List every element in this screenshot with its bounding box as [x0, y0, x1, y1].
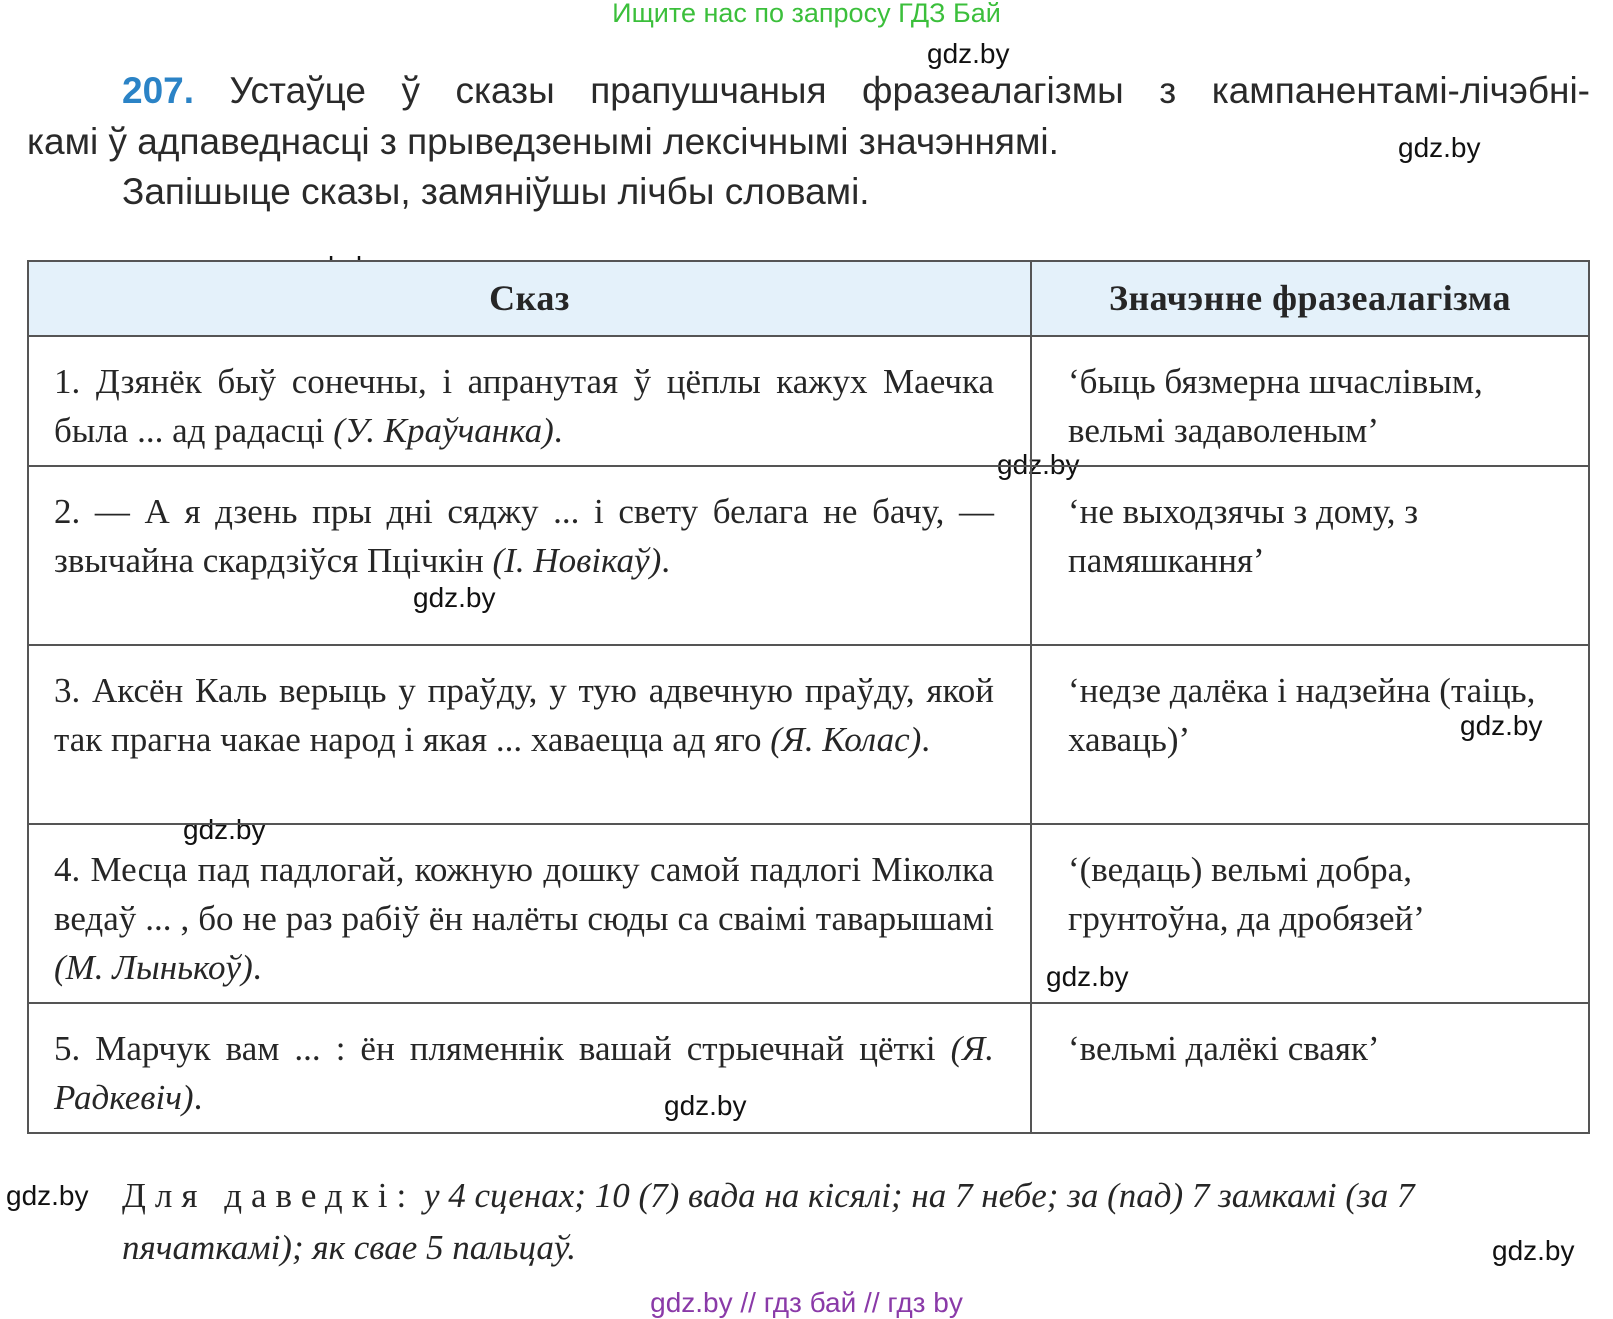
sentence-cell	[28, 336, 1031, 466]
task-text-3: Запішыце сказы, замяніўшы лічбы словамі.	[122, 171, 870, 212]
task-line-1	[122, 66, 1590, 116]
sentence-end: .	[661, 541, 670, 580]
table-row	[28, 645, 1589, 824]
table-row	[28, 336, 1589, 466]
sentence-end: .	[553, 411, 563, 450]
column-header-sentence: Сказ	[28, 261, 1031, 336]
task-number: 207.	[122, 70, 195, 111]
watermark: gdz.by	[1492, 1235, 1575, 1266]
meaning-cell: ‘не выходзячы з дому, з памяшкання’	[1031, 466, 1589, 645]
footer-links[interactable]: gdz.by // гдз бай // гдз by	[650, 1287, 963, 1318]
meaning-cell: ‘(ведаць) вельмі добра, грунтоўна, да дробязей’	[1031, 824, 1589, 1003]
watermark: gdz.by	[927, 38, 1010, 69]
sentence-cell	[28, 824, 1031, 1003]
sentence-text: 4. Месца пад падлогай, кожную дошку самой падлогі Міколка ведаў ... , бо не раз рабіў ён налёты сюды са сваімі таварышамі	[54, 850, 994, 938]
column-header-meaning: Значэнне фразеалагізма	[1031, 261, 1589, 336]
author: (Я. Колас)	[770, 720, 922, 759]
watermark: gdz.by	[413, 582, 496, 613]
watermark: gdz.by	[1046, 961, 1129, 992]
sentence-end: .	[193, 1078, 203, 1117]
table-row	[28, 466, 1589, 645]
sentence-text: 5. Марчук вам ... : ён пляменнік вашай стрыечнай цёткі	[54, 1029, 936, 1068]
table-header-row	[28, 261, 1589, 336]
watermark: gdz.by	[183, 814, 266, 845]
task-text-1: Устаўце ў сказы прапушчаныя фразеалагізмы з кампанентамі-лічэбні-	[229, 70, 1590, 111]
watermark: gdz.by	[6, 1180, 89, 1211]
author: (У. Краўчанка)	[333, 411, 554, 450]
author: (М. Лынькоў)	[54, 948, 253, 987]
watermark: gdz.by	[997, 449, 1080, 480]
author: (І. Новікаў)	[492, 541, 662, 580]
sentence-cell	[28, 466, 1031, 645]
sentence-text: 2. — А я дзень пры дні сяджу ... і свету белага не бачу, — звычайна скардзіўся Пцічкін	[54, 492, 994, 580]
sentence-end: .	[921, 720, 931, 759]
task-text-2: камі ў адпаведнасці з прыведзенымі лексічнымі значэннямі.	[27, 121, 1059, 162]
sentence-text: 3. Аксён Каль верыць у праўду, у тую адвечную праўду, якой так прагна чакае народ і якая ... хаваецца ад яго	[54, 671, 994, 759]
sentence-cell	[28, 1003, 1031, 1133]
reference-body: у 4 сценах; 10 (7) вада на кісялі; на 7 небе; за (пад) 7 замкамі (за 7 пячаткамі); як свае 5 пальцаў.	[122, 1176, 1415, 1267]
watermark: gdz.by	[1460, 710, 1543, 741]
meaning-cell: ‘недзе далёка і надзейна (таіць, хаваць)’	[1031, 645, 1589, 824]
table-row	[28, 824, 1589, 1003]
top-banner[interactable]: Ищите нас по запросу ГДЗ Бай	[612, 0, 1001, 28]
reference-note	[122, 1170, 1592, 1274]
watermark: gdz.by	[1398, 132, 1481, 163]
sentence-text: 1. Дзянёк быў сонечны, і апранутая ў цёплы кажух Маечка была ... ад радасці	[54, 362, 994, 450]
reference-heading: Для даведкі:	[122, 1176, 416, 1215]
sentence-end: .	[252, 948, 262, 987]
exercise-table	[27, 260, 1590, 1134]
meaning-cell: ‘вельмі далёкі сваяк’	[1031, 1003, 1589, 1133]
meaning-cell: ‘быць бязмерна шчаслівым, вельмі задаволеным’	[1031, 336, 1589, 466]
watermark: gdz.by	[664, 1090, 747, 1121]
author: (Я. Радкевіч)	[54, 1029, 994, 1117]
table-row	[28, 1003, 1589, 1133]
sentence-cell	[28, 645, 1031, 824]
